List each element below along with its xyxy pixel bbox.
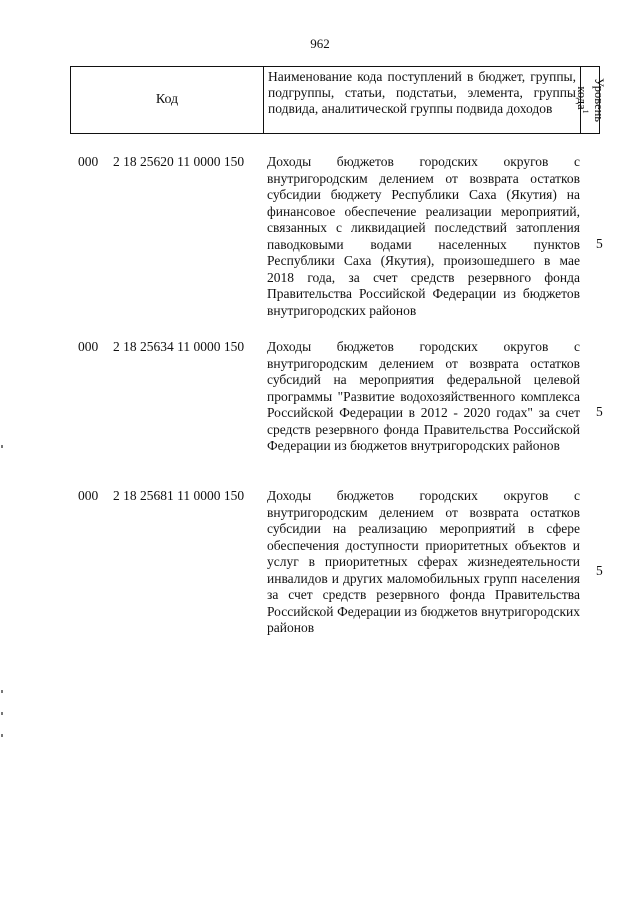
row-level: 5 — [596, 236, 603, 251]
scan-mark — [1, 734, 3, 737]
header-level-label — [575, 78, 605, 122]
header-level-column — [574, 67, 607, 133]
header-level-line1: Уровень — [592, 77, 607, 123]
scan-mark — [1, 712, 3, 715]
table-header — [70, 66, 607, 134]
row-description: Доходы бюджетов городских округов с внутригородским делением от возврата остатков субсидии бюджету Республики Саха (Якутия) на финансовое обеспечение реализации мероприятий, связанных с ликвидацией последствий затопления паводковыми водами населенных пунктов Республики Саха (Якутия), произошедшего в мае 2018 года, за счет средств резервного фонда Правительства Российской Федерации из бюджетов внутригородских районов — [267, 154, 580, 318]
header-level-footnote: 1 — [581, 109, 591, 114]
page-number: 962 — [310, 36, 330, 51]
scan-mark — [1, 445, 3, 448]
row-prefix: 000 — [78, 488, 99, 503]
row-code: 2 18 25681 11 0000 150 — [113, 488, 245, 503]
row-code: 2 18 25620 11 0000 150 — [113, 154, 245, 169]
row-description: Доходы бюджетов городских округов с внутригородским делением от возврата остатков субсидии на реализацию мероприятий в сфере обеспечения доступности приоритетных объектов и услуг в приоритетных сферах жизнедеятельности инвалидов и других маломобильных групп населения за счет средств резервного фонда Правительства Российской Федерации из бюджетов внутригородских районов — [267, 488, 580, 635]
row-description: Доходы бюджетов городских округов с внутригородским делением от возврата остатков субсидий на мероприятия федеральной целевой программы "Развитие водохозяйственного комплекса Российской Федерации в 2012 - 2020 годах" за счет средств резервного фонда Правительства Российской Федерации из бюджетов внутригородских районов — [267, 339, 580, 453]
header-level-word: кода — [574, 86, 589, 110]
row-prefix: 000 — [78, 154, 99, 169]
row-level: 5 — [596, 563, 603, 578]
row-level: 5 — [596, 404, 603, 419]
header-level-line2 — [575, 78, 592, 122]
row-prefix: 000 — [78, 339, 99, 354]
header-code-column: Код — [71, 67, 264, 133]
scan-mark — [1, 690, 3, 693]
header-name-column: Наименование кода поступлений в бюджет, группы, подгруппы, статьи, подстатьи, элемента, группы подвида, аналитической группы подвида доходов — [264, 67, 581, 133]
row-code: 2 18 25634 11 0000 150 — [113, 339, 245, 354]
